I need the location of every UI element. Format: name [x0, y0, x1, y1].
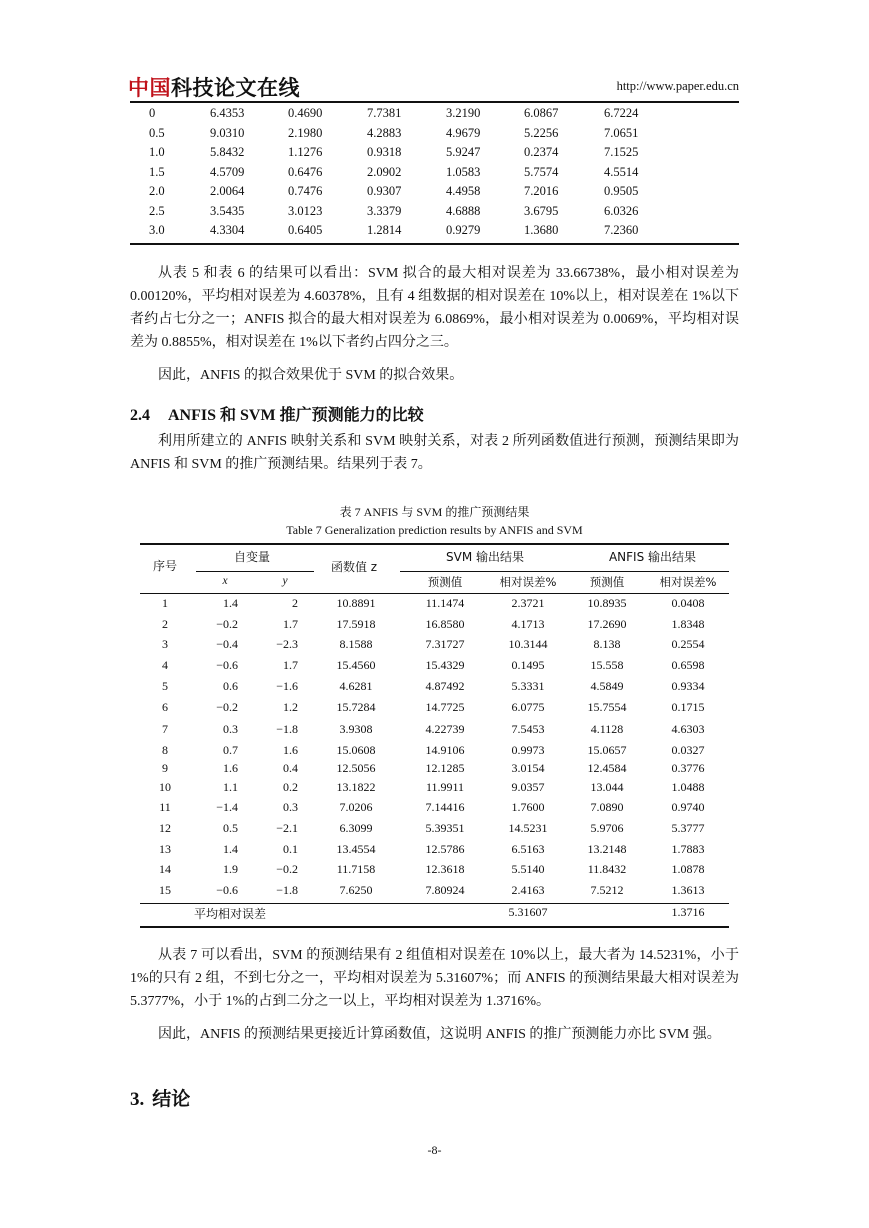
- table7-cell: 0.9973: [511, 743, 545, 757]
- paragraph-prediction-comparison: 从表 7 可以看出，SVM 的预测结果有 2 组值相对误差在 10%以上，最大者为 14.5231%，小于 1%的只有 2 组，不到七分之一，平均相对误差为 5.31607%；而 ANFIS 的预测结果最大相对误差为 5.3777%，小于 1%的占到二分之一以上，平均相对误差为 1.3716%。: [130, 948, 739, 1009]
- table7-header-rule: [140, 593, 729, 594]
- table7-cell: 11: [159, 800, 171, 814]
- table7-cell: 5.3777: [671, 821, 705, 835]
- table7-cell: 14.5231: [508, 821, 548, 835]
- table7-average-svm: 5.31607: [508, 905, 548, 919]
- paragraph-prediction-conclusion: 因此，ANFIS 的预测结果更接近计算函数值，这说明 ANFIS 的推广预测能力亦比 SVM 强。: [158, 1027, 721, 1042]
- table7-cell: 7.31727: [425, 637, 465, 651]
- table7-caption-en: Table 7 Generalization prediction results by ANFIS and SVM: [286, 523, 583, 537]
- table7-cell: 10.8935: [587, 596, 627, 610]
- table7-cell: 15.7284: [336, 700, 376, 714]
- table-cell: 4.5709: [210, 164, 245, 179]
- table7-cell: 0.4: [283, 761, 298, 775]
- table7-cell: 4.87492: [425, 679, 465, 693]
- table7-cell: −2.1: [276, 821, 298, 835]
- table7-cell: 7.5453: [511, 722, 545, 736]
- table7-cell: 0.6598: [671, 658, 705, 672]
- table7-header-y: y: [282, 575, 288, 587]
- table7-cell: 12.5786: [425, 842, 465, 856]
- table7-cell: −0.6: [216, 883, 238, 897]
- table7-cell: 17.5918: [336, 617, 376, 631]
- table7-output-rule: [400, 571, 729, 572]
- table-cell: 3.6795: [524, 203, 559, 218]
- table-row: [130, 163, 739, 183]
- table7-top-rule: [140, 543, 729, 545]
- table-cell: 7.2016: [524, 184, 559, 199]
- table7-cell: 7.6250: [339, 883, 373, 897]
- table7-cell: 1.4: [223, 596, 238, 610]
- table7-cell: 1.6: [283, 743, 298, 757]
- table7-cell: 4.5849: [590, 679, 624, 693]
- table-row: [130, 202, 739, 222]
- table7-cell: 0.0327: [671, 743, 705, 757]
- table7-cell: 15.4329: [425, 658, 465, 672]
- table7-cell: 5.3331: [511, 679, 545, 693]
- table-cell: 4.5514: [604, 164, 639, 179]
- table7-average-label: 平均相对误差: [193, 907, 266, 921]
- table-cell: 1.0: [149, 145, 165, 160]
- table7-cell: 1.2: [283, 700, 298, 714]
- paragraph-fit-conclusion: 因此，ANFIS 的拟合效果优于 SVM 的拟合效果。: [158, 368, 464, 383]
- table-cell: 1.2814: [367, 223, 402, 238]
- table-cell: 3.3379: [367, 203, 402, 218]
- table7-cell: 10.3144: [508, 637, 548, 651]
- table7-cell: −0.2: [276, 862, 298, 876]
- table7-cell: −0.4: [216, 637, 238, 651]
- table7-cell: 0.1715: [671, 700, 705, 714]
- table7-cell: 4.6303: [671, 722, 705, 736]
- table7-cell: 2: [292, 596, 298, 610]
- table7-cell: 2.3721: [511, 596, 545, 610]
- table7-cell: −1.8: [276, 883, 298, 897]
- table7-cell: 0.0408: [671, 596, 705, 610]
- table-cell: 2.5: [149, 203, 165, 218]
- table-cell: 7.7381: [367, 106, 402, 121]
- table-cell: 1.3680: [524, 223, 559, 238]
- table7-cell: 12.5056: [336, 761, 376, 775]
- table7-variables-rule: [196, 571, 314, 572]
- table7-cell: 14.7725: [425, 700, 465, 714]
- table-cell: 5.9247: [446, 145, 481, 160]
- table-cell: 9.0310: [210, 125, 245, 140]
- table7-cell: 1.7600: [511, 800, 545, 814]
- table-cell: 0.9318: [367, 145, 402, 160]
- table-cell: 6.4353: [210, 106, 245, 121]
- paragraph-prediction-intro: 利用所建立的 ANFIS 映射关系和 SVM 映射关系，对表 2 所列函数值进行预测，预测结果即为 ANFIS 和 SVM 的推广预测结果。结果列于表 7。: [130, 434, 739, 472]
- table7-cell: 14: [159, 862, 171, 876]
- table7-cell: 1.4: [223, 842, 238, 856]
- table7-cell: 13.1822: [336, 780, 376, 794]
- table7-cell: 8.1588: [339, 637, 373, 651]
- table7-cell: 11.7158: [336, 862, 376, 876]
- table-cell: 3.5435: [210, 203, 245, 218]
- table7-cell: 6.5163: [511, 842, 545, 856]
- table7-cell: 15.0657: [587, 743, 627, 757]
- table7-header-anfis-err: 相对误差%: [659, 575, 717, 589]
- table-row: [130, 143, 739, 163]
- table7-cell: −1.8: [276, 722, 298, 736]
- table7-cell: 0.9740: [671, 800, 705, 814]
- table7-cell: 10: [159, 780, 171, 794]
- table-cell: 4.9679: [446, 125, 481, 140]
- table7-cell: 0.1: [283, 842, 298, 856]
- table7-cell: 8.138: [593, 637, 621, 651]
- table-cell: 1.0583: [446, 164, 481, 179]
- table-cell: 3.0: [149, 223, 165, 238]
- table-cell: 0.4690: [288, 106, 323, 121]
- table-cell: 2.0902: [367, 164, 402, 179]
- table7-cell: 4.1128: [590, 722, 624, 736]
- continuation-table: [130, 104, 739, 241]
- table-row: [130, 104, 739, 124]
- table7-cell: −0.2: [216, 700, 238, 714]
- table7-cell: 4.1713: [511, 617, 545, 631]
- table7-cell: 1.3613: [671, 883, 705, 897]
- table-cell: 6.7224: [604, 106, 639, 121]
- table7-header-index: 序号: [152, 559, 177, 573]
- table7-cell: 15.7554: [587, 700, 627, 714]
- table7-cell: 0.5: [223, 821, 238, 835]
- table7-cell: 4.6281: [339, 679, 373, 693]
- section-heading-3: 3. 结论: [130, 1089, 191, 1110]
- table7-cell: 15.0608: [336, 743, 376, 757]
- table7-cell: 15: [159, 883, 171, 897]
- table-cell: 7.2360: [604, 223, 639, 238]
- table-cell: 6.0867: [524, 106, 559, 121]
- table-cell: 4.6888: [446, 203, 481, 218]
- table7-cell: 13.2148: [587, 842, 627, 856]
- table-cell: 5.2256: [524, 125, 559, 140]
- table7-cell: 13.044: [590, 780, 624, 794]
- table7-header-svm-err: 相对误差%: [499, 575, 557, 589]
- table-cell: 7.1525: [604, 145, 639, 160]
- table7-cell: 6.3099: [339, 821, 373, 835]
- table7-cell: 14.9106: [425, 743, 465, 757]
- table7-average-rule: [140, 903, 729, 904]
- table-row: [130, 221, 739, 241]
- table-row: [130, 182, 739, 202]
- table-row: [130, 124, 739, 144]
- header-url[interactable]: http://www.paper.edu.cn: [616, 79, 739, 93]
- table7-cell: 1.8348: [671, 617, 705, 631]
- paragraph-fit-comparison: 从表 5 和表 6 的结果可以看出：SVM 拟合的最大相对误差为 33.66738%，最小相对误差为 0.00120%，平均相对误差为 4.60378%，且有 4 组数据的相对误差在 10%以上，相对误差在 1%以下者约占七分之一；ANFIS 拟合的最大相对误差为 6.0869%，最小相对误差为 0.0069%，平均相对误差为 0.8855%，相对误差在 1%以下者约占四分之三。: [130, 266, 739, 350]
- table7-cell: 7.80924: [425, 883, 465, 897]
- table7-cell: 7.14416: [425, 800, 465, 814]
- table7-cell: 15.4560: [336, 658, 376, 672]
- table7-cell: 3.9308: [339, 722, 373, 736]
- table7-cell: 4: [162, 658, 168, 672]
- table7-cell: 10.8891: [336, 596, 376, 610]
- table-cell: 6.0326: [604, 203, 639, 218]
- table-cell: 4.2883: [367, 125, 402, 140]
- table7-cell: 6.0775: [511, 700, 545, 714]
- table7-cell: 13: [159, 842, 171, 856]
- table7-header-function-value: 函数值 z: [330, 560, 378, 574]
- table7-cell: −1.6: [276, 679, 298, 693]
- table7-caption-cn: 表 7 ANFIS 与 SVM 的推广预测结果: [339, 505, 530, 519]
- table7-cell: 3: [162, 637, 168, 651]
- table7-cell: 0.9334: [671, 679, 705, 693]
- table7-cell: 1.7883: [671, 842, 705, 856]
- table7-average-anfis: 1.3716: [671, 905, 705, 919]
- table7-cell: −0.2: [216, 617, 238, 631]
- table-cell: 0.9307: [367, 184, 402, 199]
- table7-header-x: x: [222, 575, 228, 587]
- table7-cell: 5: [162, 679, 168, 693]
- table7-header-anfis: ANFIS 输出结果: [608, 550, 697, 564]
- table7-cell: 2: [162, 617, 168, 631]
- continuation-table-bottom-rule: [130, 243, 739, 245]
- table7-header-svm-pred: 预测值: [427, 575, 463, 589]
- table7-cell: 0.2554: [671, 637, 705, 651]
- table-cell: 0.5: [149, 125, 165, 140]
- table7-cell: 0.6: [223, 679, 238, 693]
- table7-header-variables: 自变量: [233, 550, 270, 564]
- table7-cell: 11.1474: [425, 596, 465, 610]
- table7-cell: 3.0154: [511, 761, 545, 775]
- table7-cell: 12.4584: [587, 761, 627, 775]
- table7-cell: 1.0488: [671, 780, 705, 794]
- table-cell: 0.9505: [604, 184, 639, 199]
- section-heading-2-4: 2.4 ANFIS 和 SVM 推广预测能力的比较: [130, 407, 424, 424]
- table7-cell: 7: [162, 722, 168, 736]
- table7-cell: 11.9911: [425, 780, 465, 794]
- journal-logo: 中国科技论文在线: [128, 76, 300, 100]
- table7-cell: 0.2: [283, 780, 298, 794]
- table-cell: 0.7476: [288, 184, 323, 199]
- table7-cell: 1: [162, 596, 168, 610]
- table7-cell: 0.3: [223, 722, 238, 736]
- table-cell: 2.0: [149, 184, 165, 199]
- table7-cell: 1.7: [283, 617, 298, 631]
- table7-cell: 8: [162, 743, 168, 757]
- table7-cell: 12.1285: [425, 761, 465, 775]
- table-cell: 7.0651: [604, 125, 639, 140]
- table7-cell: −0.6: [216, 658, 238, 672]
- table7-cell: 7.5212: [590, 883, 624, 897]
- table7-bottom-rule: [140, 926, 729, 928]
- table-cell: 4.3304: [210, 223, 245, 238]
- table7-cell: 0.7: [223, 743, 238, 757]
- table7-cell: 1.0878: [671, 862, 705, 876]
- table7-cell: 9.0357: [511, 780, 545, 794]
- table7-cell: 7.0890: [590, 800, 624, 814]
- table-cell: 5.7574: [524, 164, 559, 179]
- table-cell: 4.4958: [446, 184, 481, 199]
- table-cell: 2.1980: [288, 125, 323, 140]
- table7-cell: 5.9706: [590, 821, 624, 835]
- table-cell: 0.9279: [446, 223, 481, 238]
- table7-cell: 6: [162, 700, 168, 714]
- table7-cell: 0.1495: [511, 658, 545, 672]
- table-cell: 3.0123: [288, 203, 323, 218]
- page-number: -8-: [427, 1143, 442, 1157]
- table-cell: 1.1276: [288, 145, 323, 160]
- table7-header-anfis-pred: 预测值: [589, 575, 625, 589]
- table7-cell: 1.1: [223, 780, 238, 794]
- table7-cell: 5.5140: [511, 862, 545, 876]
- table7-cell: 0.3776: [671, 761, 705, 775]
- table7-cell: −1.4: [216, 800, 238, 814]
- table-cell: 0.6476: [288, 164, 323, 179]
- table7-cell: 9: [162, 761, 168, 775]
- table7-header-svm: SVM 输出结果: [446, 550, 524, 564]
- table-cell: 2.0064: [210, 184, 245, 199]
- table7-cell: 13.4554: [336, 842, 376, 856]
- table7-cell: 1.6: [223, 761, 238, 775]
- table7-cell: 11.8432: [587, 862, 627, 876]
- table-cell: 0.2374: [524, 145, 559, 160]
- table7-cell: −2.3: [276, 637, 298, 651]
- table7-cell: 12: [159, 821, 171, 835]
- table-cell: 3.2190: [446, 106, 481, 121]
- table7-cell: 5.39351: [425, 821, 465, 835]
- table-cell: 0.6405: [288, 223, 323, 238]
- table7-cell: 17.2690: [587, 617, 627, 631]
- table7-cell: 4.22739: [425, 722, 465, 736]
- table7-cell: 1.7: [283, 658, 298, 672]
- table7-cell: 15.558: [590, 658, 624, 672]
- table7-cell: 0.3: [283, 800, 298, 814]
- table-cell: 5.8432: [210, 145, 245, 160]
- table7-cell: 16.8580: [425, 617, 465, 631]
- table7-cell: 1.9: [223, 862, 238, 876]
- header-rule: [130, 101, 739, 103]
- table7-cell: 12.3618: [425, 862, 465, 876]
- table-cell: 1.5: [149, 164, 165, 179]
- table7-cell: 7.0206: [339, 800, 373, 814]
- table7-cell: 2.4163: [511, 883, 545, 897]
- table-cell: 0: [149, 106, 156, 121]
